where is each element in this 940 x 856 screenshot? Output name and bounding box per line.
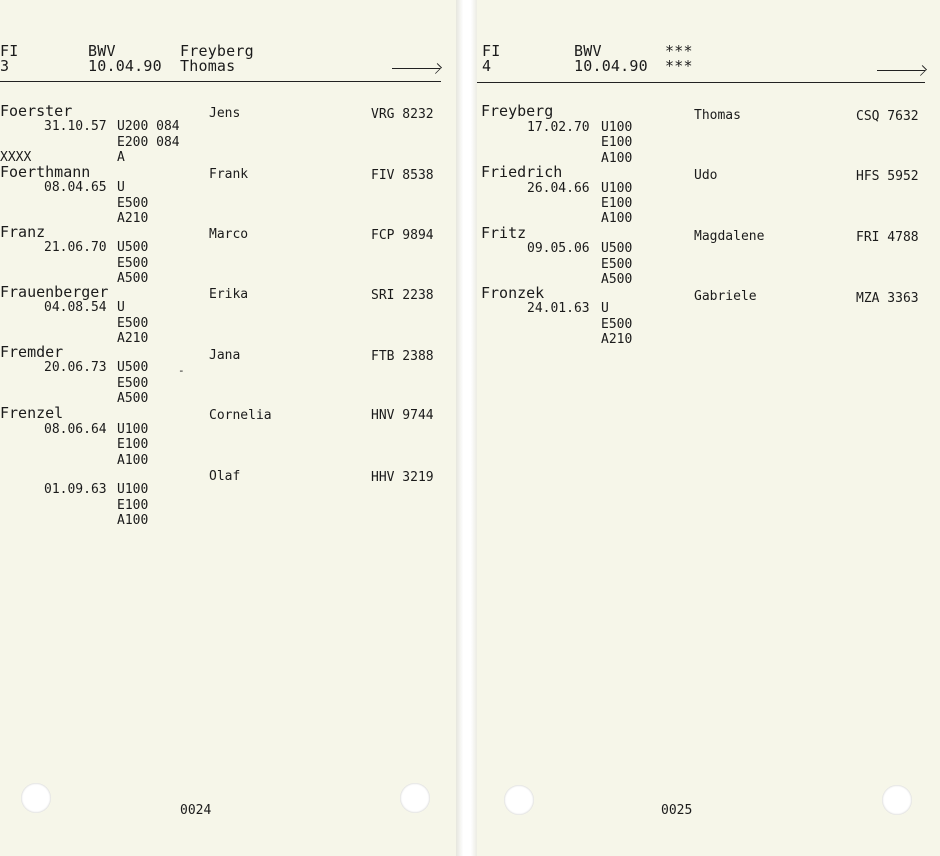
page-number: 0024 xyxy=(180,803,212,818)
card-code: FI xyxy=(0,42,19,60)
list-item xyxy=(0,467,456,527)
entry-code: A100 xyxy=(601,211,633,226)
entry-code: U100 xyxy=(117,422,149,437)
arrow-right-icon xyxy=(877,70,925,71)
entry-code: U xyxy=(117,300,125,315)
entry-code: A100 xyxy=(601,151,633,166)
header-rule xyxy=(477,82,925,83)
right-card xyxy=(477,0,940,856)
entry-date: 09.05.06 xyxy=(527,241,590,256)
card-date: 10.04.90 xyxy=(574,57,648,75)
card-org: BWV xyxy=(88,42,116,60)
entry-date: 24.01.63 xyxy=(527,301,590,316)
entry-code: E100 xyxy=(601,135,633,150)
card-number: 4 xyxy=(482,57,492,75)
entry-surname: Fritz xyxy=(481,224,527,242)
card-date: 10.04.90 xyxy=(88,57,162,75)
card-surname: *** xyxy=(665,42,693,60)
entry-firstname: Cornelia xyxy=(209,408,272,423)
entry-date: 20.06.73 xyxy=(44,360,107,375)
punch-hole xyxy=(504,785,534,815)
list-item xyxy=(477,104,940,164)
entry-firstname: Thomas xyxy=(694,108,741,123)
page-number: 0025 xyxy=(661,803,693,818)
entry-code: A500 xyxy=(601,272,633,287)
entry-code: E500 xyxy=(601,257,633,272)
entry-ref-code: FCP 9894 xyxy=(371,228,434,243)
punch-hole xyxy=(882,785,912,815)
list-item xyxy=(0,285,456,345)
entry-code: E500 xyxy=(117,376,149,391)
entry-code: U xyxy=(601,301,609,316)
entry-code: E100 xyxy=(117,437,149,452)
entry-ref-code: HFS 5952 xyxy=(856,169,919,184)
entry-extra: XXXX xyxy=(0,150,32,165)
entry-firstname: Magdalene xyxy=(694,229,765,244)
entry-code: E100 xyxy=(117,498,149,513)
entry-code: U100 xyxy=(601,120,633,135)
entry-ref-code: FRI 4788 xyxy=(856,230,919,245)
entry-ref-code: VRG 8232 xyxy=(371,107,434,122)
entry-firstname: Udo xyxy=(694,168,718,183)
entry-date: 01.09.63 xyxy=(44,482,107,497)
entry-firstname: Jens xyxy=(209,106,241,121)
left-card xyxy=(0,0,456,856)
list-item xyxy=(0,406,456,466)
entry-code: A210 xyxy=(117,211,149,226)
entry-code: U500 xyxy=(601,241,633,256)
entry-code: U100 xyxy=(117,482,149,497)
entry-code: U500 xyxy=(117,360,149,375)
entry-code: U xyxy=(117,180,125,195)
entry-firstname: Olaf xyxy=(209,469,241,484)
entry-code: A210 xyxy=(601,332,633,347)
entry-ref-code: HHV 3219 xyxy=(371,470,434,485)
entry-code: A500 xyxy=(117,271,149,286)
entry-date: 08.04.65 xyxy=(44,180,107,195)
entry-surname: Frenzel xyxy=(0,404,64,422)
entry-ref-code: SRI 2238 xyxy=(371,288,434,303)
card-code: FI xyxy=(482,42,501,60)
entry-ref-code: FTB 2388 xyxy=(371,349,434,364)
list-item xyxy=(477,165,940,225)
entry-date: 21.06.70 xyxy=(44,240,107,255)
list-item xyxy=(0,104,456,164)
card-number: 3 xyxy=(0,57,10,75)
list-item xyxy=(0,345,456,405)
entry-code: A100 xyxy=(117,453,149,468)
entry-code: A500 xyxy=(117,391,149,406)
entry-surname: Frauenberger xyxy=(0,283,109,301)
page-gutter xyxy=(456,0,477,856)
entry-date: 31.10.57 xyxy=(44,119,107,134)
list-item xyxy=(0,225,456,285)
list-item xyxy=(0,165,456,225)
entry-code: E100 xyxy=(601,196,633,211)
entry-ref-code: CSQ 7632 xyxy=(856,109,919,124)
stray-mark: - xyxy=(178,364,185,377)
entry-surname: Fronzek xyxy=(481,284,545,302)
card-org: BWV xyxy=(574,42,602,60)
entry-surname: Franz xyxy=(0,223,46,241)
card-surname: Freyberg xyxy=(180,42,254,60)
entry-date: 08.06.64 xyxy=(44,422,107,437)
punch-hole xyxy=(21,783,51,813)
entry-code: U200 084 xyxy=(117,119,180,134)
card-firstname: Thomas xyxy=(180,57,236,75)
entry-code: U500 xyxy=(117,240,149,255)
entry-ref-code: FIV 8538 xyxy=(371,168,434,183)
list-item xyxy=(477,226,940,286)
entry-code: U100 xyxy=(601,181,633,196)
entry-date: 04.08.54 xyxy=(44,300,107,315)
entry-surname: Fremder xyxy=(0,343,64,361)
entry-code: E200 084 xyxy=(117,135,180,150)
entry-code: E500 xyxy=(117,256,149,271)
entry-code: A210 xyxy=(117,331,149,346)
card-firstname: *** xyxy=(665,57,693,75)
entry-date: 17.02.70 xyxy=(527,120,590,135)
entry-firstname: Jana xyxy=(209,348,241,363)
entry-surname: Friedrich xyxy=(481,163,563,181)
entry-firstname: Gabriele xyxy=(694,289,757,304)
entry-surname: Freyberg xyxy=(481,102,554,120)
punch-hole xyxy=(400,783,430,813)
entry-code: E500 xyxy=(117,196,149,211)
entry-ref-code: MZA 3363 xyxy=(856,291,919,306)
arrow-right-icon xyxy=(392,68,440,69)
list-item xyxy=(477,286,940,346)
entry-code: E500 xyxy=(601,317,633,332)
entry-firstname: Marco xyxy=(209,227,249,242)
entry-firstname: Erika xyxy=(209,287,249,302)
entry-code: A100 xyxy=(117,513,149,528)
entry-surname: Foerster xyxy=(0,102,73,120)
entry-date: 26.04.66 xyxy=(527,181,590,196)
entry-surname: Foerthmann xyxy=(0,163,91,181)
entry-code: A xyxy=(117,150,125,165)
header-rule xyxy=(0,81,441,82)
entry-firstname: Frank xyxy=(209,167,249,182)
entry-ref-code: HNV 9744 xyxy=(371,408,434,423)
entry-code: E500 xyxy=(117,316,149,331)
